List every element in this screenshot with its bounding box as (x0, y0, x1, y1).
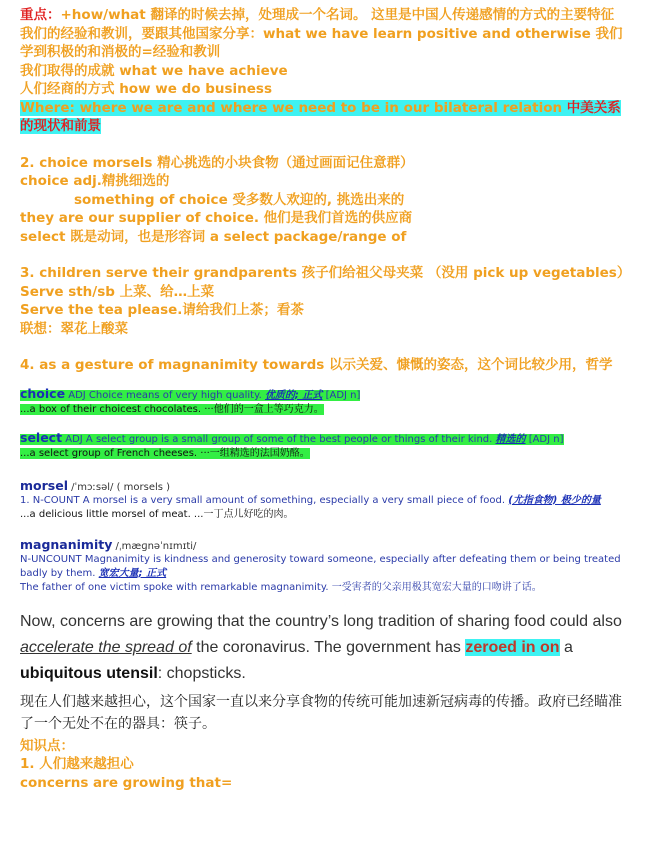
chinese-translation: 现在人们越来越担心，这个国家一直以来分享食物的传统可能加速新冠病毒的传播。政府已经瞄准了一个无处不在的器具：筷子。 (20, 693, 622, 732)
knowledge-section: 知识点： 1. 人们越来越担心 concerns are growing that= (20, 737, 233, 791)
document-page: 重点：+how/what 翻译的时候去掉，处理成一个名词。 这里是中国人传递感情的方式的主要特征 我们的经验和教训，要跟其他国家分享：what we have learn positive and otherwise 我们学到积极的和消极的=经验和教训 我们取得的成就 what we have achieve 人们经商的方式 how we do business Where: where we are and where we need to be in our bilateral relation 中美关系的现状和前景 2. choice morsels 精心挑选的小块食物（通过画面记住意群） choice adj.精挑细选的 something of choice 受多数人欢迎的, 挑选出来的 they are our supplier of choice. 他们是我们首选的供应商 select 既是动词，也是形容词 a select package/range of 3. children serve their grandparents 孩子们给祖父母夹菜 （没用 pick up vegetables） Serve sth/sb 上菜、给…上菜 Serve the tea please.请给我们上茶；看茶 联想：翠花上酸菜 4. as a gesture of magnanimity towards 以示关爱、慷慨的姿态，这个词比较少用，哲学 choice ADJ Choice means of very high quality. 优质的; 正式 [ADJ n] ...a box of their choicest chocolates. ···他们的一盒上等巧克力。 select ADJ A select group is a small group of some of the best people or things of their kind. 精选的 [ADJ n] ...a select group of French cheeses. ···一组精选的法国奶酪。 morsel /ˈmɔːsəl/ ( morsels ) 1. N-COUNT A morsel is a very small amount of something, especially a very small piece of food. (尤指食物) 极少的量 ...a delicious little morsel of meat. ...一丁点儿好吃的肉。 magnanimity /ˌmæɡnəˈnɪmɪti/ N-UNCOUNT Magnanimity is kindness and generosity toward someone, especially after defeating them or being treated badly by them. 宽宏大量; 正式 The father of one victim spoke with remarkable magnanimity. 一受害者的父亲用极其宽宏大量的口吻讲了话。 Now, concerns are growing that the country’s long tradition of sharing food could also accelerate the spread of the coronavirus. The government has zeroed in on a ubiquitous utensil: chopsticks. 现在人们越来越担心，这个国家一直以来分享食物的传统可能加速新冠病毒的传播。政府已经瞄准了一个无处不在的器具：筷子。 知识点： 1. 人们越来越担心 concerns are growing that= (20, 6, 634, 792)
where-highlight: Where: where we are and where we need to be in our bilateral relation (20, 99, 563, 116)
zeroed-in-on-highlight: zeroed in on (465, 638, 560, 656)
english-paragraph: Now, concerns are growing that the country’s long tradition of sharing food could also accelerate the spread of the coronavirus. The government has zeroed in on a ubiquitous utensil: chopsticks. (20, 612, 622, 682)
point-4-title: 4. as a gesture of magnanimity towards 以示关爱、慷慨的姿态，这个词比较少用，哲学 (20, 357, 613, 373)
dict-entry-choice: choice ADJ Choice means of very high quality. 优质的; 正式 [ADJ n] ...a box of their choicest chocolates. ···他们的一盒上等巧克力。 (20, 385, 361, 415)
dict-entry-morsel: morsel /ˈmɔːsəl/ ( morsels ) 1. N-COUNT A morsel is a very small amount of something, especially a very small piece of food. (尤指食物) 极少的量 ...a delicious little morsel of meat. ...一丁点儿好吃的肉。 (20, 477, 601, 520)
point-2-title: 2. choice morsels 精心挑选的小块食物（通过画面记住意群） (20, 154, 414, 171)
business-line: 人们经商的方式 how we do business (20, 81, 272, 97)
lesson-line: 我们的经验和教训，要跟其他国家分享：what we have learn positive and otherwise 我们学到积极的和消极的=经验和教训 (20, 25, 623, 60)
dict-entry-magnanimity: magnanimity /ˌmæɡnəˈnɪmɪti/ N-UNCOUNT Magnanimity is kindness and generosity toward someone, especially after defeating them or being treated badly by them. 宽宏大量; 正式 The father of one victim spoke with remarkable magnanimity. 一受害者的父亲用极其宽宏大量的口吻讲了话。 (20, 536, 621, 593)
key-point-line: 重点：+how/what 翻译的时候去掉，处理成一个名词。 这里是中国人传递感情的方式的主要特征 (20, 7, 615, 23)
achieve-line: 我们取得的成就 what we have achieve (20, 62, 288, 79)
point-3-title: 3. children serve their grandparents 孩子们给祖父母夹菜 （没用 pick up vegetables） (20, 265, 631, 281)
key-point-label: 重点： (20, 7, 61, 23)
where-line: Where: where we are and where we need to be in our bilateral relation 中美关系的现状和前景 (20, 99, 621, 134)
dict-entry-select: select ADJ A select group is a small group of some of the best people or things of their kind. 精选的 [ADJ n] ...a select group of French cheeses. ···一组精选的法国奶酪。 (20, 429, 564, 459)
